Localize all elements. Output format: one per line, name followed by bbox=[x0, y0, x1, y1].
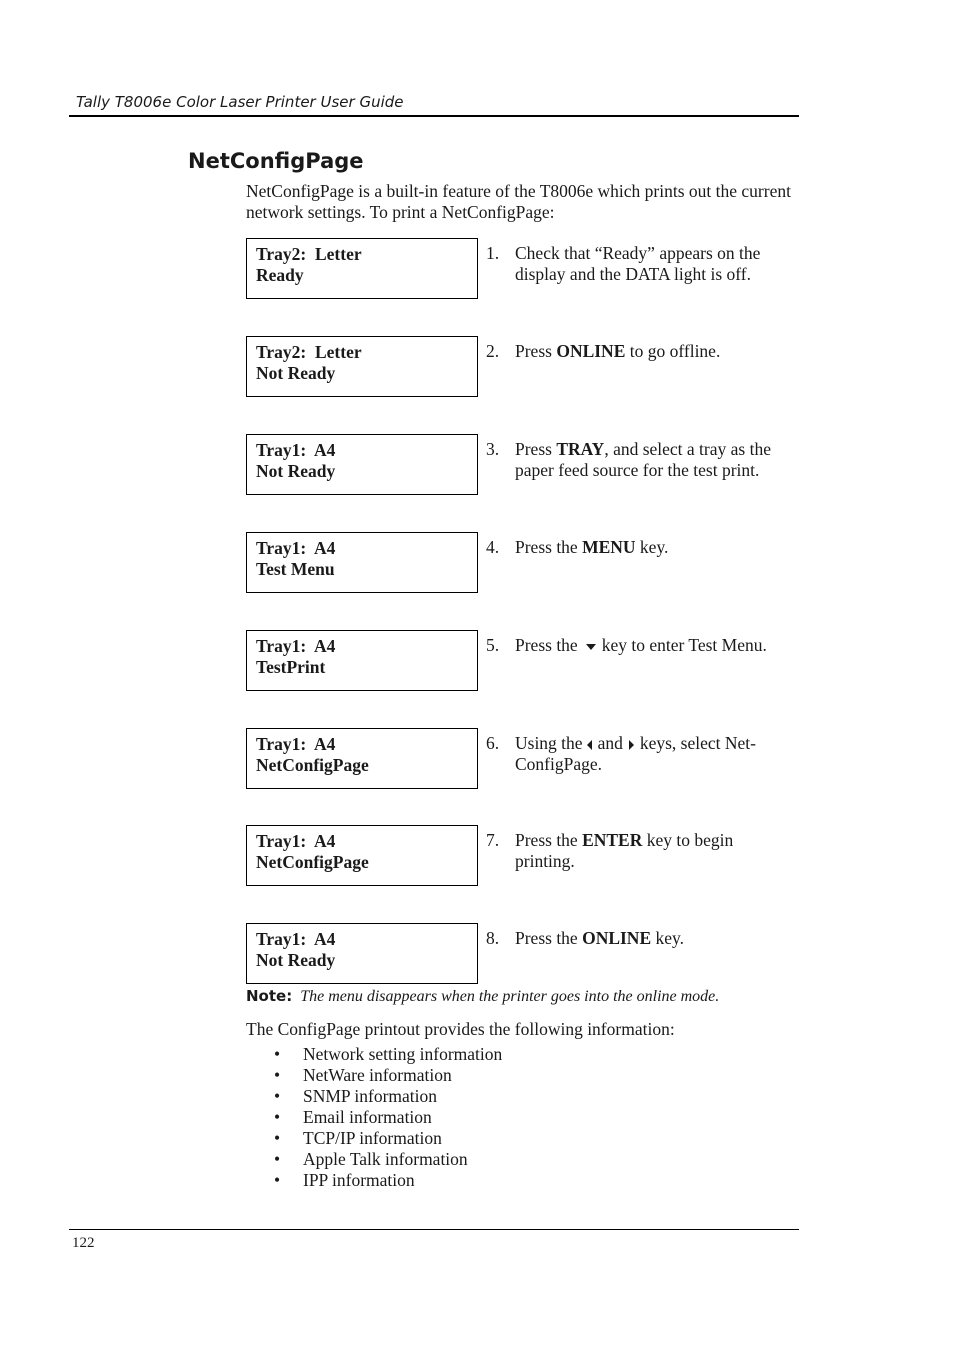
note-label: Note: bbox=[246, 987, 293, 1005]
step-number: 2. bbox=[486, 341, 500, 361]
step-4 bbox=[246, 532, 796, 594]
bullet: • bbox=[274, 1107, 281, 1127]
lcd-line-2: Test Menu bbox=[256, 559, 335, 579]
step-text-after: key. bbox=[651, 928, 685, 948]
bullet: • bbox=[274, 1149, 281, 1169]
step-text bbox=[515, 439, 795, 481]
step-text-before: Press bbox=[515, 439, 557, 459]
step-number: 6. bbox=[486, 733, 500, 753]
step-number: 5. bbox=[486, 635, 500, 655]
page-number: 122 bbox=[72, 1235, 95, 1251]
down-arrow-icon bbox=[586, 644, 596, 650]
lcd-line-1: Tray1: A4 bbox=[256, 538, 336, 558]
lcd-display bbox=[246, 728, 478, 789]
right-arrow-icon bbox=[629, 740, 634, 750]
bullet: • bbox=[274, 1128, 281, 1148]
lcd-display bbox=[246, 532, 478, 593]
step-number: 4. bbox=[486, 537, 500, 557]
lcd-line-2: TestPrint bbox=[256, 657, 326, 677]
note bbox=[246, 987, 796, 1006]
left-arrow-icon bbox=[587, 740, 592, 750]
section-title: NetConfigPage bbox=[188, 149, 364, 173]
bullet: • bbox=[274, 1086, 281, 1106]
step-number: 3. bbox=[486, 439, 500, 459]
step-text bbox=[515, 928, 795, 949]
step-number: 7. bbox=[486, 830, 500, 850]
lcd-display bbox=[246, 336, 478, 397]
step-8 bbox=[246, 923, 796, 985]
step-text-before: Press the bbox=[515, 537, 583, 557]
lcd-line-2: Not Ready bbox=[256, 363, 336, 383]
step-text-after: keys, select Net-ConfigPage. bbox=[515, 733, 756, 774]
lcd-display bbox=[246, 923, 478, 984]
list-item-text: Network setting information bbox=[303, 1044, 503, 1064]
lcd-line-2: Ready bbox=[256, 265, 304, 285]
list-item-text: Email information bbox=[303, 1107, 432, 1127]
footer-rule bbox=[69, 1229, 799, 1230]
lcd-line-1: Tray2: Letter bbox=[256, 244, 362, 264]
step-text-before: Press the bbox=[515, 830, 583, 850]
step-2 bbox=[246, 336, 796, 398]
bullet: • bbox=[274, 1065, 281, 1085]
section-intro: NetConfigPage is a built-in feature of the T8006e which prints out the current network settings. To print a NetConfigPage: bbox=[246, 181, 791, 222]
list-item-text: IPP information bbox=[303, 1170, 415, 1190]
step-text bbox=[515, 830, 795, 872]
list-item-text: SNMP information bbox=[303, 1086, 438, 1106]
lcd-line-1: Tray1: A4 bbox=[256, 831, 336, 851]
bullet: • bbox=[274, 1044, 281, 1064]
step-text-mid: and bbox=[597, 733, 623, 753]
lcd-display bbox=[246, 238, 478, 299]
key-name: TRAY bbox=[556, 439, 605, 459]
lcd-display bbox=[246, 630, 478, 691]
step-text-after: to go offline. bbox=[625, 341, 721, 361]
step-number: 1. bbox=[486, 243, 500, 263]
key-name: ONLINE bbox=[582, 928, 652, 948]
step-5 bbox=[246, 630, 796, 692]
step-text-after: key to enter Test Menu. bbox=[601, 635, 767, 655]
key-name: MENU bbox=[582, 537, 636, 557]
lcd-line-1: Tray1: A4 bbox=[256, 440, 336, 460]
step-3 bbox=[246, 434, 796, 496]
step-6 bbox=[246, 728, 796, 790]
header-rule bbox=[69, 115, 799, 117]
lcd-line-2: NetConfigPage bbox=[256, 852, 369, 872]
lcd-line-2: Not Ready bbox=[256, 950, 336, 970]
lcd-line-1: Tray2: Letter bbox=[256, 342, 362, 362]
step-text-before: Press bbox=[515, 341, 557, 361]
step-text bbox=[515, 635, 800, 656]
step-text: Check that “Ready” appears on the display and the DATA light is off. bbox=[515, 243, 761, 284]
lcd-display bbox=[246, 825, 478, 886]
step-7 bbox=[246, 825, 796, 887]
lcd-line-2: NetConfigPage bbox=[256, 755, 369, 775]
list-item-text: TCP/IP information bbox=[303, 1128, 442, 1148]
note-text: The menu disappears when the printer goes into the online mode. bbox=[300, 988, 720, 1005]
list-item-text: NetWare information bbox=[303, 1065, 452, 1085]
lcd-line-1: Tray1: A4 bbox=[256, 734, 336, 754]
step-1 bbox=[246, 238, 796, 300]
step-text-after: key. bbox=[635, 537, 669, 557]
step-text-before: Using the bbox=[515, 733, 583, 753]
step-text bbox=[515, 341, 795, 362]
step-text-before: Press the bbox=[515, 928, 583, 948]
key-name: ENTER bbox=[582, 830, 643, 850]
lcd-line-1: Tray1: A4 bbox=[256, 636, 336, 656]
lcd-display bbox=[246, 434, 478, 495]
step-number: 8. bbox=[486, 928, 500, 948]
key-name: ONLINE bbox=[556, 341, 626, 361]
list-item-text: Apple Talk information bbox=[303, 1149, 468, 1169]
lcd-line-2: Not Ready bbox=[256, 461, 336, 481]
bullet: • bbox=[274, 1170, 281, 1190]
step-text-after: key to begin printing. bbox=[515, 830, 734, 871]
lcd-line-1: Tray1: A4 bbox=[256, 929, 336, 949]
step-text-after: , and select a tray as the paper feed source for the test print. bbox=[515, 439, 771, 480]
running-header: Tally T8006e Color Laser Printer User Guide bbox=[76, 93, 404, 111]
step-text bbox=[515, 733, 795, 775]
info-intro: The ConfigPage printout provides the following information: bbox=[246, 1019, 675, 1039]
step-text bbox=[515, 537, 795, 558]
step-text-before: Press the bbox=[515, 635, 578, 655]
